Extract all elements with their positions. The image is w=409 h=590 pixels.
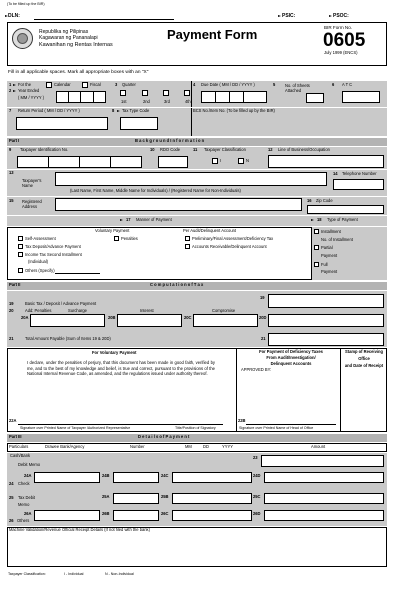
quarter-4-label: 4th	[185, 99, 191, 104]
item-15-num: 15	[9, 198, 14, 203]
arrow-icon	[329, 15, 332, 17]
manner-label: Manner of Payment	[136, 217, 172, 222]
part-1-label: Part I	[9, 138, 20, 143]
basic-tax-label: Basic Tax / Deposit / Advance Payment	[25, 301, 97, 306]
add-penalties-label: Add: Penalties	[25, 308, 52, 313]
col-20b: 20B	[108, 315, 116, 320]
form-edition: July 1999 (ENCS)	[324, 50, 358, 55]
telephone-label: Telephone Number	[342, 171, 377, 176]
top-note: (To be filled up the BIR)	[7, 2, 45, 6]
item-11-num: 11	[193, 147, 198, 152]
col-number: Number	[130, 444, 145, 449]
interest-input[interactable]	[117, 314, 182, 327]
item-7-num: 7	[9, 108, 12, 113]
classification-label: Taxpayer Classification	[204, 147, 246, 152]
sig-taxpayer-label: Signature over Printed Name of Taxpayer /Authorized Representative	[20, 426, 131, 430]
classification-n-label: N	[246, 158, 249, 163]
check-drawee-input[interactable]	[34, 472, 100, 483]
return-period-label: Return Period ( MM / DD / YYYY )	[18, 108, 80, 113]
bir-seal-icon	[12, 28, 33, 49]
penalties-checkbox[interactable]	[114, 236, 119, 241]
col-25a: 25A	[102, 494, 110, 499]
item-16-num: 16	[307, 198, 312, 203]
col-25b: 25B	[161, 494, 169, 499]
quarter-1-label: 1st	[121, 99, 127, 104]
taxpayer-name-hint: (Last Name, First Name, Middle Name for Individuals) / (Registered Name for Non-Individuals)	[70, 188, 241, 193]
partial-label: Partial	[321, 245, 333, 250]
telephone-input[interactable]	[333, 179, 384, 190]
installment-label: Installment	[321, 229, 341, 234]
others-specify-checkbox[interactable]	[18, 268, 23, 273]
col-20c: 20C	[184, 315, 192, 320]
divider	[191, 108, 192, 136]
individual-note: (Individual)	[28, 259, 49, 264]
voluntary-title: For Voluntary Payment	[92, 350, 137, 355]
classification-i-checkbox[interactable]	[212, 158, 218, 164]
arrow-icon	[278, 15, 281, 17]
self-assessment-checkbox[interactable]	[18, 236, 23, 241]
others-drawee-input[interactable]	[34, 510, 100, 521]
compromise-input[interactable]	[193, 314, 258, 327]
part-2-label: Part II	[9, 282, 21, 287]
col-26c: 26C	[161, 511, 169, 516]
tdm-date-input[interactable]	[172, 493, 252, 504]
psic-label: PSIC:	[282, 13, 296, 19]
no-installment-label: No. of Installment	[321, 237, 353, 242]
item-5-num: 5	[273, 82, 276, 87]
item-10-num: 10	[150, 147, 155, 152]
arrow-icon	[13, 90, 16, 92]
tdm-amount-input[interactable]	[264, 493, 384, 504]
deficiency-title-3: Delinquent Accounts	[270, 361, 312, 366]
interest-label: Interest	[140, 308, 154, 313]
quarter-2-label: 2nd	[143, 99, 150, 104]
zip-input[interactable]	[307, 205, 384, 214]
republic-text: Republika ng Pilipinas	[39, 29, 89, 35]
dln-line	[34, 19, 174, 20]
compromise-label: Compromise	[212, 308, 236, 313]
col-23: 23	[253, 455, 258, 460]
item-12-num: 12	[268, 147, 273, 152]
others-amount-input[interactable]	[264, 510, 384, 521]
col-20d: 20D	[259, 315, 267, 320]
income-tax-second-label: Income Tax Second Installment	[25, 252, 82, 257]
check-number-input[interactable]	[113, 472, 159, 483]
total-label: Total Amount Payable (Sum of Items 19 & 20D)	[25, 336, 111, 341]
sheets-label: No. of Sheets Attached	[285, 83, 310, 94]
title-position-label: Title/Position of Signatory	[175, 426, 216, 430]
machine-validation-label: Machine Validation/Revenue Official Receipt Details (If not filed with the bank)	[9, 527, 150, 532]
tax-type-label: Tax Type Code	[122, 108, 150, 113]
basic-tax-input[interactable]	[268, 294, 384, 308]
tax-type-input[interactable]	[120, 117, 158, 130]
others-specify-line	[55, 273, 100, 274]
col-yyyy: YYYY	[222, 444, 233, 449]
arrow-icon	[311, 219, 314, 221]
due-date-label: Due Date ( MM / DD / YYYY )	[201, 82, 255, 87]
preliminary-checkbox[interactable]	[185, 236, 190, 241]
item-6-num: 6	[332, 82, 335, 87]
item-20-num: 20	[9, 308, 14, 313]
audit-label: Per Audit/Delinquent Account	[183, 228, 237, 233]
form-number: 0605	[323, 30, 366, 51]
col-26b: 26B	[102, 511, 110, 516]
classification-n-checkbox[interactable]	[238, 158, 244, 164]
preliminary-label: Preliminary/Final Assessment/Deficiency Tax	[192, 236, 274, 241]
year-ended-label: Year Ended	[18, 88, 40, 93]
part-1-title: B a c k g r o u n d I n f o r m a t i o n	[135, 138, 205, 143]
item-26-num: 26	[9, 518, 14, 523]
sig-head-label: Signature over Printed Name of Head of Office	[239, 426, 314, 430]
col-26d: 26D	[253, 511, 261, 516]
col-amount: Amount	[311, 444, 326, 449]
item-18-num: 18	[317, 217, 322, 222]
item-8-num: 8	[112, 108, 115, 113]
col-24a: 24A	[24, 473, 32, 478]
psoc-label: PSOC:	[333, 13, 349, 19]
cash-amount-input[interactable]	[261, 455, 384, 467]
item-4-num: 4	[193, 82, 196, 87]
form-no-label: BIR Form No.	[324, 25, 353, 30]
surcharge-label: Surcharge	[68, 308, 87, 313]
zip-label: Zip Code	[316, 198, 333, 203]
footer-classification: Taxpayer Classification:	[8, 572, 46, 576]
col-25c: 25C	[253, 494, 261, 499]
col-26a: 26A	[24, 511, 32, 516]
receivable-label: Accounts Receivable/Delinquent Account	[192, 244, 267, 249]
business-input[interactable]	[268, 155, 384, 168]
atc-input[interactable]	[342, 91, 380, 103]
col-24c: 24C	[161, 473, 169, 478]
arrow-icon	[117, 110, 120, 112]
year-ended-input[interactable]	[56, 91, 106, 103]
return-period-input[interactable]	[16, 117, 108, 130]
mmyyyy-label: ( MM / YYYY )	[18, 95, 45, 100]
due-date-input[interactable]	[201, 91, 267, 103]
check-amount-input[interactable]	[264, 472, 384, 483]
address-input[interactable]	[55, 198, 302, 211]
instruction: Fill in all applicable spaces. Mark all appropriate boxes with an "X"	[8, 70, 149, 75]
others-specify-label: Others (Specify)	[25, 268, 55, 273]
quarter-label: Quarter	[122, 82, 136, 87]
col-dd: DD	[203, 444, 209, 449]
income-tax-second-checkbox[interactable]	[18, 252, 23, 257]
col-mm: MM	[185, 444, 192, 449]
quarter-4-checkbox[interactable]	[184, 90, 190, 96]
arrow-icon	[5, 15, 8, 17]
col-21: 21	[261, 336, 266, 341]
part-3-header	[7, 434, 387, 442]
col-24d: 24D	[253, 473, 261, 478]
classification-i-label: I	[220, 158, 222, 163]
cash-bank-label: Cash/Bank	[10, 453, 31, 458]
item-21-num: 21	[9, 336, 14, 341]
item-3-num: 3	[115, 82, 118, 87]
part-3-label: Part III	[9, 434, 22, 439]
calendar-label: Calendar	[54, 82, 71, 87]
col-drawee: Drawee Bank/Agency	[45, 444, 85, 449]
item-25-num: 25	[9, 495, 14, 500]
dln-label: DLN:	[8, 13, 20, 19]
machine-validation-box[interactable]	[7, 527, 387, 567]
others-number-input[interactable]	[113, 510, 159, 521]
taxpayer-name-label: Taxpayer's Name	[22, 178, 42, 189]
check-label: Check	[18, 481, 30, 486]
divider	[191, 81, 192, 107]
tdm-number-input[interactable]	[113, 493, 159, 504]
footer-non-individual: N - Non-Individual	[105, 572, 134, 576]
partial-payment-label: Payment	[321, 253, 338, 258]
part-3-title: D e t a i l s o f P a y m e n t	[138, 434, 190, 439]
bcs-label: BCS No./Item No. (To be filled up by the BIR)	[193, 108, 275, 113]
item-9-num: 9	[9, 147, 12, 152]
check-date-input[interactable]	[172, 472, 252, 483]
fiscal-label: Fiscal	[90, 82, 101, 87]
stamp-label-3: and Date of Receipt	[344, 363, 384, 368]
fiscal-checkbox[interactable]	[82, 82, 88, 88]
receivable-checkbox[interactable]	[185, 244, 190, 249]
head-signature-line[interactable]	[246, 424, 336, 425]
address-label: Registered Address	[22, 199, 42, 210]
atc-label: A T C	[342, 82, 353, 87]
item-22a-num: 22A	[9, 418, 17, 423]
stamp-label-2: Office	[358, 356, 370, 361]
footer-individual: I - Individual	[64, 572, 84, 576]
form-title: Payment Form	[167, 27, 258, 42]
approved-by-label: APPROVED BY:	[241, 367, 272, 372]
kawanihan-text: Kawanihan ng Rentas Internas	[39, 42, 113, 48]
col-particulars: Particulars	[9, 444, 29, 449]
kagawaran-text: Kagawaran ng Pananalapi	[39, 35, 98, 41]
surcharge-input[interactable]	[30, 314, 105, 327]
item-22b-num: 22B	[238, 418, 246, 423]
installment-checkbox[interactable]	[314, 229, 319, 234]
col-24b: 24B	[102, 473, 110, 478]
deficiency-title-1: For Payment of Deficiency Taxes	[259, 349, 323, 354]
quarter-2-checkbox[interactable]	[142, 90, 148, 96]
full-checkbox[interactable]	[314, 262, 319, 267]
tax-deposit-label: Tax Deposit/Advance Payment	[25, 244, 81, 249]
item-14-num: 14	[333, 171, 338, 176]
item-17-num: 17	[126, 217, 131, 222]
item-24-num: 24	[9, 481, 14, 486]
full-payment-label: Payment	[321, 269, 338, 274]
rdo-label: RDO Code	[160, 147, 181, 152]
quarter-3-checkbox[interactable]	[163, 90, 169, 96]
col-19: 19	[260, 295, 265, 300]
sheets-input[interactable]	[306, 93, 324, 103]
arrow-icon	[120, 219, 123, 221]
full-label: Full	[321, 262, 328, 267]
item-1-num: 1	[9, 82, 12, 87]
arrow-icon	[13, 84, 16, 86]
penalties-total-input[interactable]	[268, 314, 384, 327]
tax-debit-label: Tax Debit	[18, 495, 36, 500]
item-2-num: 2	[9, 88, 12, 93]
others-label: Others	[17, 518, 30, 523]
perjury-declaration: I declare, under the penalties of perjury, that this document has been made in good faith, verified by me, and to the best of my knowledge and belief, is true and correct, pursuant to the provisions of the National Internal Revenue Code, as amended, and the regulations issued under authority thereof.	[27, 360, 215, 377]
taxpayer-name-input[interactable]	[55, 172, 327, 186]
col-20a: 20A	[21, 315, 29, 320]
deficiency-title-2: From Audit/Investigation/	[266, 355, 316, 360]
signature-line[interactable]	[18, 424, 223, 425]
item-1-label: For the	[18, 82, 31, 87]
others-date-input[interactable]	[172, 510, 252, 521]
penalties-label: Penalties	[121, 236, 138, 241]
partial-checkbox[interactable]	[314, 245, 319, 250]
business-label: Line of Business/Occupation	[278, 147, 330, 152]
tin-label: Taxpayer Identification No.	[20, 147, 69, 152]
quarter-3-label: 3rd	[164, 99, 170, 104]
tax-deposit-checkbox[interactable]	[18, 244, 23, 249]
type-payment-label: Type of Payment	[327, 217, 358, 222]
total-input[interactable]	[268, 333, 384, 346]
quarter-1-checkbox[interactable]	[120, 90, 126, 96]
voluntary-label: Voluntary Payment	[95, 228, 130, 233]
debit-memo-label: Debit Memo	[18, 462, 41, 467]
part-2-title: C o m p u t a t i o n o f T a x	[150, 282, 204, 287]
self-assessment-label: Self-Assessment	[25, 236, 56, 241]
rdo-input[interactable]	[158, 156, 188, 168]
item-19-num: 19	[9, 301, 14, 306]
calendar-checkbox[interactable]	[46, 82, 52, 88]
item-13-num: 13	[9, 170, 14, 175]
stamp-label-1: Stamp of Receiving	[345, 349, 383, 354]
tax-debit-memo-label: Memo	[18, 502, 30, 507]
